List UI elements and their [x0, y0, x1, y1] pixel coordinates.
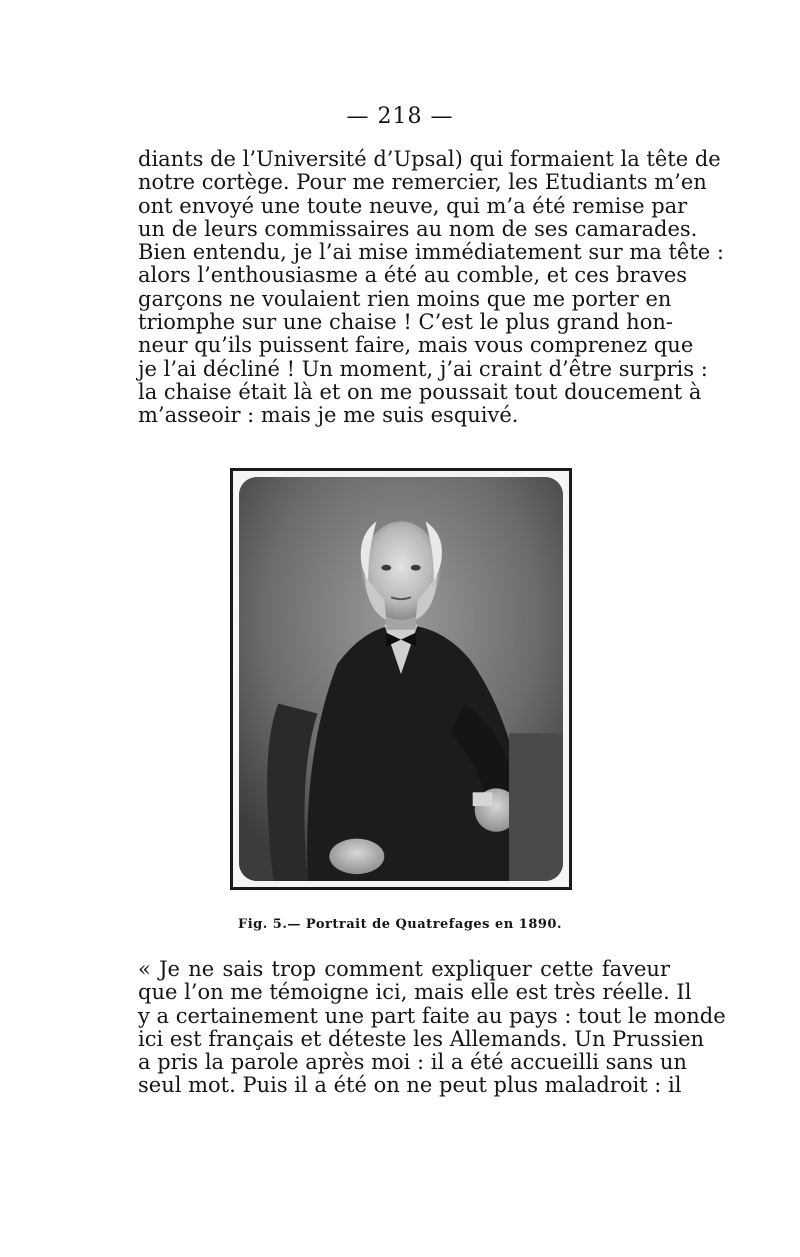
top-paragraph: [138, 147, 724, 428]
text-line: m’asseoir : mais je me suis esquivé.: [138, 403, 519, 428]
text-line: triomphe sur une chaise ! C’est le plus grand hon-: [138, 310, 673, 335]
text-line: a pris la parole après moi : il a été accueilli sans un: [138, 1050, 687, 1075]
text-line: que l’on me témoigne ici, mais elle est très réelle. Il: [138, 980, 692, 1005]
text-line: neur qu’ils puissent faire, mais vous comprenez que: [138, 333, 694, 358]
text-line: Bien entendu, je l’ai mise immédiatement sur ma tête :: [138, 240, 724, 265]
text-line: notre cortège. Pour me remercier, les Etudiants m’en: [138, 170, 707, 195]
text-line: seul mot. Puis il a été on ne peut plus maladroit : il: [138, 1073, 682, 1098]
text-line: un de leurs commissaires au nom de ses camarades.: [138, 216, 698, 241]
page-number: — 218 —: [346, 104, 454, 129]
text-line: y a certainement une part faite au pays : tout le monde: [138, 1003, 726, 1028]
text-line: je l’ai décliné ! Un moment, j’ai craint d’être surpris :: [138, 356, 708, 381]
text-line: ont envoyé une toute neuve, qui m’a été remise par: [138, 193, 688, 218]
portrait-photo-frame: [230, 468, 572, 890]
portrait-illustration: [239, 477, 563, 881]
figure-caption: Fig. 5.— Portrait de Quatrefages en 1890.: [238, 917, 562, 932]
bottom-paragraph: [138, 957, 726, 1098]
text-line: la chaise était là et on me poussait tout doucement à: [138, 379, 702, 404]
text-line: garçons ne voulaient rien moins que me porter en: [138, 286, 672, 311]
text-line: diants de l’Université d’Upsal) qui formaient la tête de: [138, 147, 721, 171]
text-line: « Je ne sais trop comment expliquer cette faveur: [138, 957, 670, 981]
text-line: ici est français et déteste les Allemands. Un Prussien: [138, 1026, 705, 1051]
portrait-photo: [239, 477, 563, 881]
text-line: alors l’enthousiasme a été au comble, et ces braves: [138, 263, 688, 288]
